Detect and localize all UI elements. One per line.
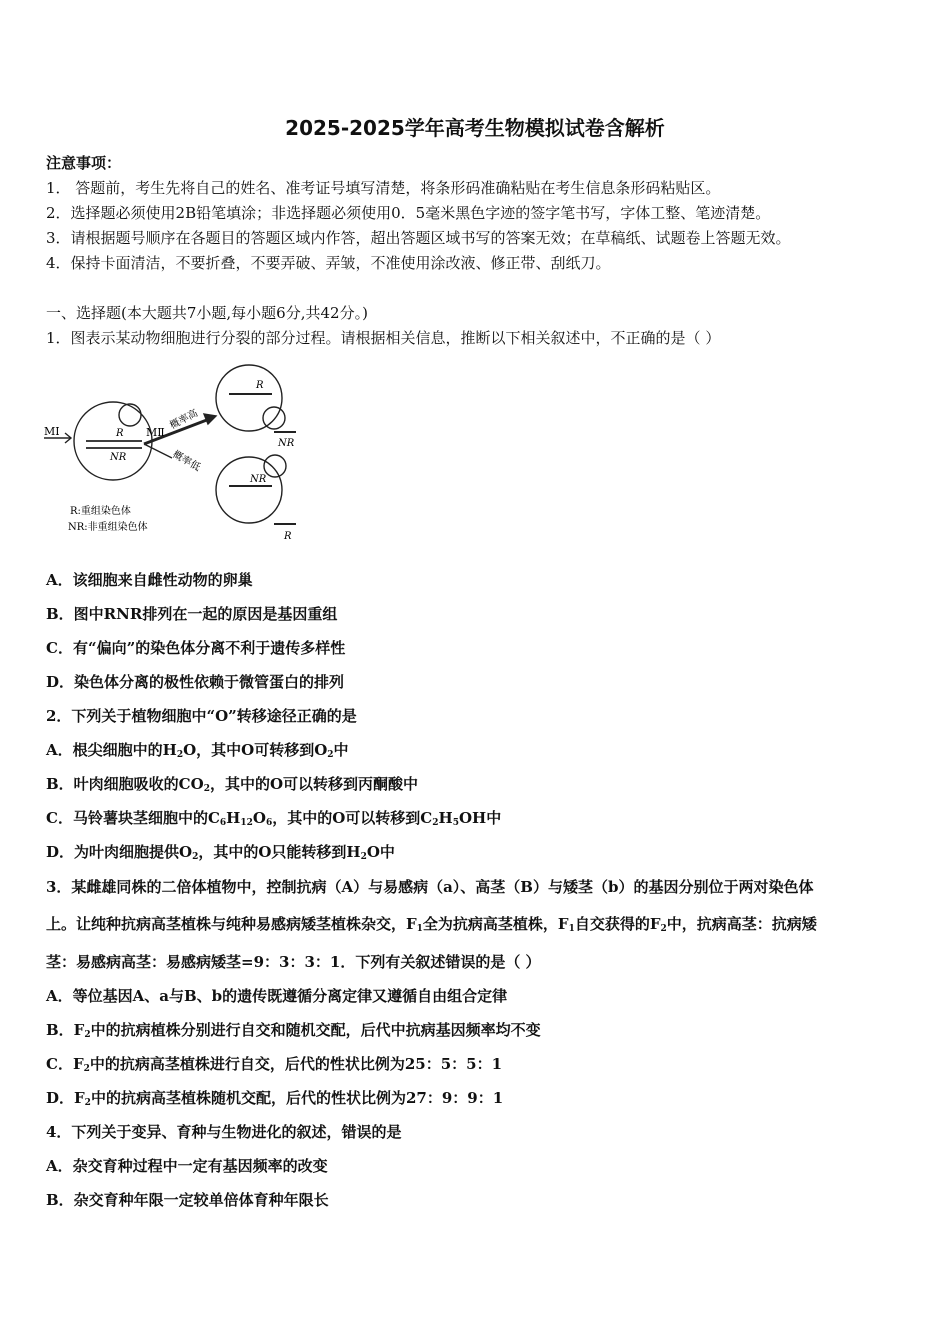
notice-item-3: 3．请根据题号顺序在各题目的答题区域内作答，超出答题区域书写的答案无效；在草稿纸、试题卷上答题无效。 [46,229,791,247]
notice-item-1: 1． 答题前，考生先将自己的姓名、准考证号填写清楚，将条形码准确粘贴在考生信息条形码粘贴区。 [46,179,721,197]
bottom-daughter-cell [216,457,282,523]
notice-heading: 注意事项： [46,154,122,172]
q4-option-a: A．杂交育种过程中一定有基因频率的改变 [46,1157,328,1175]
label-mi: MⅠ [44,425,60,438]
q2-stem: 2．下列关于植物细胞中“O”转移途径正确的是 [46,707,357,725]
q4-option-b: B．杂交育种年限一定较单倍体育种年限长 [46,1191,329,1209]
legend-r: R:重组染色体 [70,506,131,517]
q3-stem-line-2: 上。让纯种抗病高茎植株与纯种易感病矮茎植株杂交，$F_1$全为抗病高茎植株，$F_1$自交获得的$F_2$中，抗病高茎：抗病矮 [46,915,817,934]
q3-option-b: B．$F_2$中的抗病植株分别进行自交和随机交配，后代中抗病基因频率均不变 [46,1021,541,1040]
high-arrow-head [204,414,216,424]
q1-option-b: B．图中RNR排列在一起的原因是基因重组 [46,605,338,623]
q3-stem-line-3: 茎：易感病高茎：易感病矮茎=9：3：3：1．下列有关叙述错误的是（ ） [46,953,541,971]
q1-option-a: A．该细胞来自雌性动物的卵巢 [46,571,253,589]
q4-stem: 4．下列关于变异、育种与生物进化的叙述，错误的是 [46,1123,402,1141]
label-main-nr: NR [110,452,127,463]
label-high: 概率高 [168,407,200,432]
label-mii: MⅡ [146,426,165,439]
low-probability-arrow [144,444,172,458]
main-polar-body [119,404,141,426]
label-top-r: R [256,380,264,391]
label-low: 概率低 [170,449,202,474]
q3-option-a: A．等位基因A、a与B、b的遗传既遵循分离定律又遵循自由组合定律 [46,987,508,1005]
q1-stem: 1．图表示某动物细胞进行分裂的部分过程。请根据相关信息，推断以下相关叙述中，不正确的是（ ） [46,329,721,347]
notice-item-2: 2．选择题必须使用2B铅笔填涂；非选择题必须使用0．5毫米黑色字迹的签字笔书写，字体工整、笔迹清楚。 [46,204,771,222]
label-top-nr: NR [278,438,295,449]
q3-stem-line-1: 3．某雌雄同株的二倍体植物中，控制抗病（A）与易感病（a）、高茎（B）与矮茎（b）的基因分别位于两对染色体 [46,878,814,896]
section-heading: 一、选择题(本大题共7小题,每小题6分,共42分。) [46,304,368,322]
q3-option-c: C．$F_2$中的抗病高茎植株进行自交，后代的性状比例为25：5：5：1 [46,1055,503,1074]
label-bottom-r: R [284,531,292,542]
bottom-polar-body [264,455,286,477]
q2-option-c: C．马铃薯块茎细胞中的$C_6H_{12}O_6$，其中的O可以转移到$C_2H_5OH$中 [46,809,502,828]
q2-option-b: B．叶肉细胞吸收的$CO_2$，其中的O可以转移到丙酮酸中 [46,775,419,794]
label-main-r: R [116,428,124,439]
page-title: 2025-2025学年高考生物模拟试卷含解析 [285,116,665,140]
q2-option-d: D．为叶肉细胞提供$O_2$，其中的O只能转移到$H_2O$中 [46,843,395,862]
q2-option-a: A．根尖细胞中的$H_2O$，其中O可转移到$O_2$中 [46,741,349,760]
legend-nr: NR:非重组染色体 [68,522,148,533]
notice-item-4: 4．保持卡面清洁，不要折叠，不要弄破、弄皱，不准使用涂改液、修正带、刮纸刀。 [46,254,611,272]
meiosis-figure [44,356,306,546]
q1-option-c: C．有“偏向”的染色体分离不利于遗传多样性 [46,639,346,657]
q1-option-d: D．染色体分离的极性依赖于微管蛋白的排列 [46,673,345,691]
label-bottom-nr: NR [250,474,267,485]
top-polar-body [263,407,285,429]
top-daughter-cell [216,365,282,431]
q3-option-d: D．$F_2$中的抗病高茎植株随机交配，后代的性状比例为27：9：9：1 [46,1089,504,1108]
